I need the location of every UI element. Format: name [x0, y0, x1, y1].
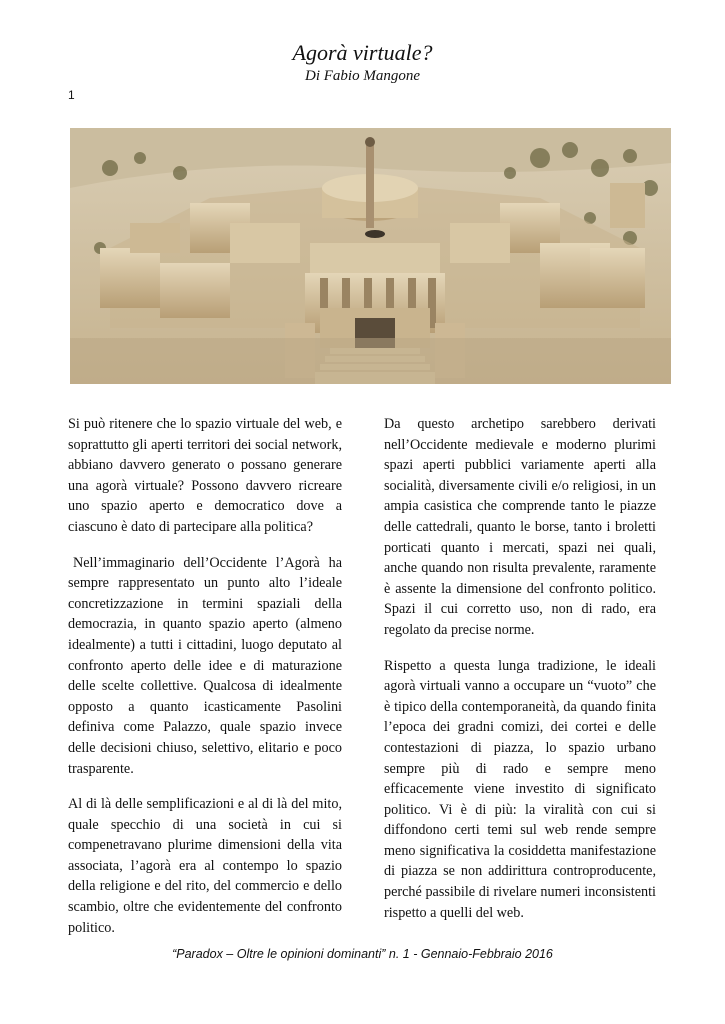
ancient-city-image: [70, 128, 671, 384]
article-title: Agorà virtuale?: [292, 40, 433, 65]
page-footer: “Paradox – Oltre le opinioni dominanti” n. 1 - Gennaio-Febbraio 2016: [172, 947, 553, 961]
ancient-city-illustration-icon: [70, 128, 671, 384]
article-author: Di Fabio Mangone: [305, 68, 420, 84]
right-paragraph-1: Da questo archetipo sarebbero derivati nell’Occidente medievale e moderno plurimi spazi aperti pubblici variamente aperti alla socialità, diversamente civili e/o religiosi, in un ampia casistica che comprende tanto le piazze delle cattedrali, quanto le borse, tanto i broletti porticati quanto i mercati, spazi nei quali, anche quando non risulta prevalente, raramente è assente la dimensione del confronto politico. Spazi il cui corretto uso, non di rado, era regolato da precise norme.: [384, 416, 656, 638]
right-column: [384, 414, 656, 938]
left-paragraph-2: Nell’immaginario dell’Occidente l’Agorà ha sempre rappresentato un punto alto l’ideale concretizzazione in termini spaziali della democrazia, in quanto spazio aperto (almeno idealmente) a tutti i cittadini, luogo deputato al confronto aperto delle idee e di maturazione delle scelte collettive. Qualcosa di idealmente opposto a quanto icasticamente Pasolini definiva come Palazzo, quale spazio invece delle decisioni chiuso, selettivo, elitario e poco trasparente.: [68, 554, 342, 777]
left-paragraph-1: Si può ritenere che lo spazio virtuale del web, e soprattutto gli aperti territori dei social network, abbiano davvero generato o possano generare una agorà virtuale? Possono davvero ricreare uno spazio aperto e democratico dove a ciascuno è dato di partecipare alla politica?: [68, 416, 342, 535]
page-number: 1: [68, 88, 75, 102]
left-column: [68, 414, 342, 953]
left-paragraph-3: Al di là delle semplificazioni e al di là del mito, quale specchio di una società in cui si compenetravano plurime dimensioni della vita associata, l’agorà era al contempo lo spazio della religione e del rito, del commercio e dello scambio, oltre che evidentemente del confronto politico.: [68, 796, 342, 936]
right-paragraph-2: Rispetto a questa lunga tradizione, le ideali agorà virtuali vanno a occupare un “vuoto” che è tipico della contemporaneità, da quando finita l’epoca dei gradni comizi, dei cortei e delle contestazioni di piazza, lo spazio urbano sempre più di rado e sempre meno efficacemente viene investito di significato politico. Vi è di più: la viralità con cui si diffondono certi temi sul web rende sempre meno significativa la cosiddetta manifestazione di piazza se non addirittura controproducente, perché passibile di rivelare numeri inconsistenti rispetto a quelli del web.: [384, 657, 656, 921]
